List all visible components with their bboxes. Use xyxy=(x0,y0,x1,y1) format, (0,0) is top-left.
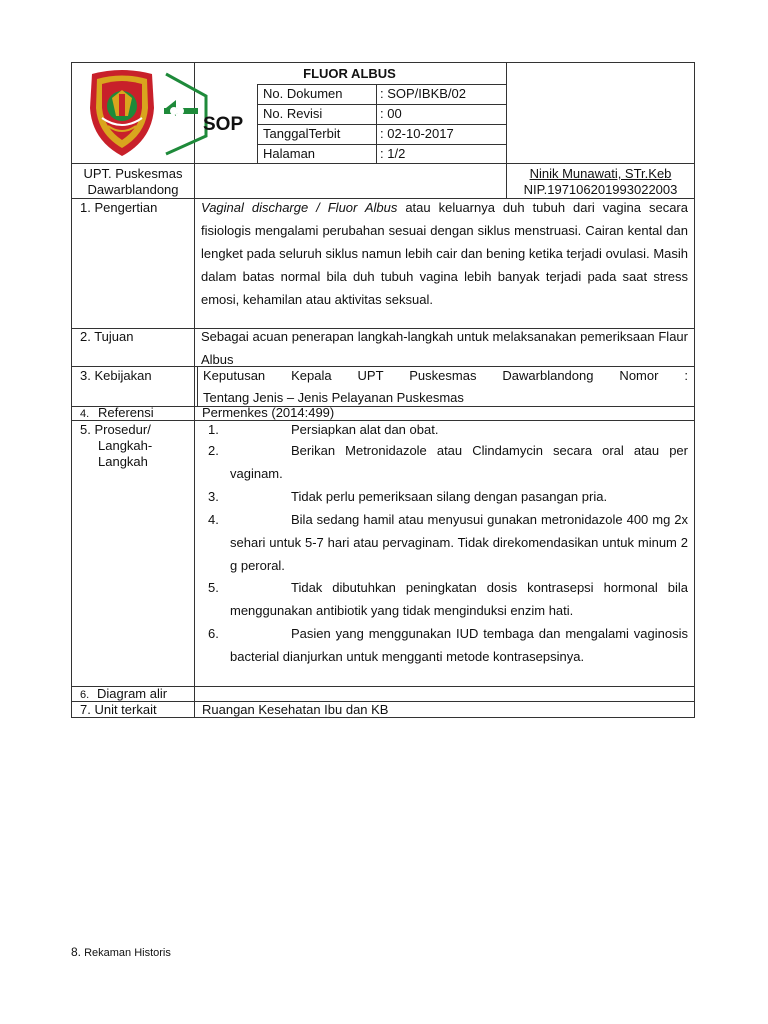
kebijakan-text-line2: Tentang Jenis – Jenis Pelayanan Puskesmas xyxy=(203,390,464,405)
kebijakan-label: 3. Kebijakan xyxy=(80,368,152,383)
pengertian-italic-lead: Vaginal discharge / Fluor Albus xyxy=(201,200,398,215)
doc-number-label: No. Dokumen xyxy=(263,86,343,101)
pengertian-text: Vaginal discharge / Fluor Albus atau keluarnya duh tubuh dari vagina secara fisiologis mengalami perubahan sesuai dengan siklus menstruasi. Cairan kental dan lengket pada seluruh siklus namun lebih cair dan bening ketika terjadi ovulasi. Masih dalam batas normal bila duh tubuh vagina lebih banyak terjadi pada saat stress emosi, kehamilan atau aktivitas seksual. xyxy=(201,200,688,307)
referensi-number: 4. xyxy=(80,408,90,420)
referensi-text: Permenkes (2014:499) xyxy=(202,405,335,420)
revision-value: : 00 xyxy=(380,106,402,121)
tujuan-label: 2. Tujuan xyxy=(80,329,134,344)
referensi-label: Referensi xyxy=(98,405,154,420)
regency-emblem-logo xyxy=(84,68,160,160)
revision-label: No. Revisi xyxy=(263,106,323,121)
signer-block xyxy=(507,166,694,198)
signer-nip: NIP.197106201993022003 xyxy=(523,182,678,197)
page-label: Halaman xyxy=(263,146,316,161)
prosedur-label: 5. Prosedur/ Langkah- Langkah xyxy=(80,422,153,469)
org-name: UPT. Puskesmas Dawarblandong xyxy=(83,166,183,197)
signer-name: Ninik Munawati, STr.Keb xyxy=(529,166,672,181)
document-title: FLUOR ALBUS xyxy=(303,66,396,81)
doc-number-value: : SOP/IBKB/02 xyxy=(380,86,466,101)
page-value: : 1/2 xyxy=(380,146,406,161)
issue-date-label: TanggalTerbit xyxy=(263,126,341,141)
issue-date-value: : 02-10-2017 xyxy=(380,126,454,141)
pengertian-label: 1. Pengertian xyxy=(80,200,158,215)
unit-label: 7. Unit terkait xyxy=(80,702,157,717)
diagram-number: 6. xyxy=(80,689,90,701)
kebijakan-text-line1: Keputusan Kepala UPT Puskesmas Dawarblandong Nomor : xyxy=(203,368,688,383)
tujuan-text: Sebagai acuan penerapan langkah-langkah untuk melaksanakan pemeriksaan Flaur Albus xyxy=(201,329,688,367)
sop-label: SOP xyxy=(203,114,244,135)
historical-record-heading: 8. Rekaman Historis xyxy=(71,945,171,959)
diagram-label: Diagram alir xyxy=(97,686,168,701)
unit-text: Ruangan Kesehatan Ibu dan KB xyxy=(202,702,389,717)
